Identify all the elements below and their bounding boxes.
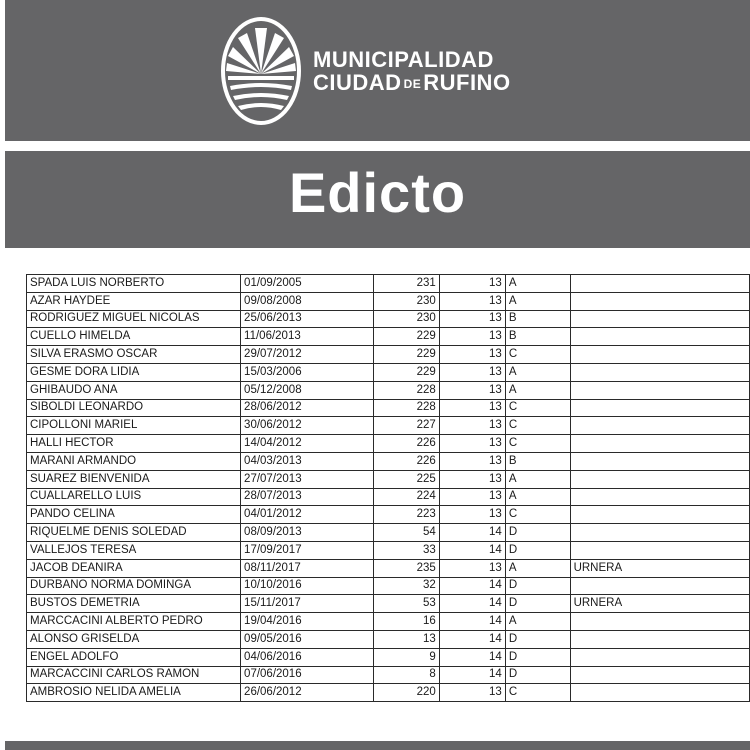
cell-observation — [570, 630, 749, 648]
cell-letter: A — [505, 381, 570, 399]
cell-name: SUAREZ BIENVENIDA — [27, 470, 241, 488]
cell-letter: D — [505, 577, 570, 595]
cell-observation — [570, 648, 749, 666]
cell-date: 26/06/2012 — [241, 684, 374, 702]
table-row — [27, 524, 750, 542]
cell-letter: C — [505, 417, 570, 435]
cell-number: 230 — [374, 292, 440, 310]
table-row — [27, 363, 750, 381]
table-row — [27, 541, 750, 559]
cell-number: 16 — [374, 613, 440, 631]
cell-section: 14 — [439, 595, 505, 613]
cell-name: DURBANO NORMA DOMINGA — [27, 577, 241, 595]
cell-observation — [570, 292, 749, 310]
cell-observation — [570, 310, 749, 328]
table-row — [27, 310, 750, 328]
cell-name: MARANI ARMANDO — [27, 452, 241, 470]
cell-section: 13 — [439, 381, 505, 399]
cell-date: 15/03/2006 — [241, 363, 374, 381]
cell-number: 9 — [374, 648, 440, 666]
brand-name — [313, 49, 511, 94]
cell-name: AZAR HAYDEE — [27, 292, 241, 310]
cell-date: 30/06/2012 — [241, 417, 374, 435]
cell-name: SIBOLDI LEONARDO — [27, 399, 241, 417]
brand-city: CIUDAD — [313, 70, 402, 95]
cell-date: 28/06/2012 — [241, 399, 374, 417]
table-row — [27, 488, 750, 506]
cell-number: 220 — [374, 684, 440, 702]
table-row — [27, 417, 750, 435]
cell-date: 19/04/2016 — [241, 613, 374, 631]
cell-section: 13 — [439, 488, 505, 506]
cell-number: 8 — [374, 666, 440, 684]
cell-observation — [570, 328, 749, 346]
table-row — [27, 506, 750, 524]
cell-name: GHIBAUDO ANA — [27, 381, 241, 399]
cell-section: 14 — [439, 577, 505, 595]
footer-bar — [5, 741, 750, 750]
table-row — [27, 595, 750, 613]
cell-date: 04/01/2012 — [241, 506, 374, 524]
cell-letter: D — [505, 648, 570, 666]
cell-letter: C — [505, 684, 570, 702]
cell-letter: A — [505, 488, 570, 506]
table-row — [27, 577, 750, 595]
cell-date: 10/10/2016 — [241, 577, 374, 595]
cell-section: 13 — [439, 346, 505, 364]
cell-number: 13 — [374, 630, 440, 648]
cell-section: 13 — [439, 399, 505, 417]
brand-de: DE — [403, 77, 422, 91]
cell-date: 04/06/2016 — [241, 648, 374, 666]
cell-name: CUALLARELLO LUIS — [27, 488, 241, 506]
cell-letter: D — [505, 630, 570, 648]
brand-town: RUFINO — [423, 70, 511, 95]
cell-letter: B — [505, 310, 570, 328]
cell-observation: URNERA — [570, 595, 749, 613]
cell-observation — [570, 363, 749, 381]
cell-section: 13 — [439, 435, 505, 453]
table-row — [27, 648, 750, 666]
cell-section: 13 — [439, 275, 505, 293]
cell-number: 224 — [374, 488, 440, 506]
cell-letter: A — [505, 292, 570, 310]
cell-number: 231 — [374, 275, 440, 293]
table-row — [27, 666, 750, 684]
cell-name: RIQUELME DENIS SOLEDAD — [27, 524, 241, 542]
table-row — [27, 292, 750, 310]
cell-letter: D — [505, 595, 570, 613]
cell-section: 13 — [439, 452, 505, 470]
cell-date: 09/08/2008 — [241, 292, 374, 310]
title-banner — [5, 151, 750, 248]
cell-date: 28/07/2013 — [241, 488, 374, 506]
cell-name: ALONSO GRISELDA — [27, 630, 241, 648]
cell-date: 29/07/2012 — [241, 346, 374, 364]
cell-date: 08/11/2017 — [241, 559, 374, 577]
cell-name: ENGEL ADOLFO — [27, 648, 241, 666]
cell-name: GESME DORA LIDIA — [27, 363, 241, 381]
cell-letter: B — [505, 452, 570, 470]
table-row — [27, 630, 750, 648]
cell-observation — [570, 435, 749, 453]
cell-section: 13 — [439, 470, 505, 488]
cell-letter: A — [505, 470, 570, 488]
cell-date: 01/09/2005 — [241, 275, 374, 293]
table-row — [27, 399, 750, 417]
cell-date: 08/09/2013 — [241, 524, 374, 542]
cell-letter: A — [505, 613, 570, 631]
cell-letter: C — [505, 399, 570, 417]
table-row — [27, 684, 750, 702]
cell-name: CIPOLLONI MARIEL — [27, 417, 241, 435]
cell-observation — [570, 577, 749, 595]
cell-date: 04/03/2013 — [241, 452, 374, 470]
cell-number: 229 — [374, 328, 440, 346]
cell-section: 13 — [439, 417, 505, 435]
cell-letter: A — [505, 363, 570, 381]
cell-letter: A — [505, 559, 570, 577]
cell-section: 13 — [439, 506, 505, 524]
cell-date: 11/06/2013 — [241, 328, 374, 346]
cell-letter: C — [505, 435, 570, 453]
cell-number: 32 — [374, 577, 440, 595]
cell-section: 13 — [439, 292, 505, 310]
table-row — [27, 435, 750, 453]
cell-observation — [570, 417, 749, 435]
cell-number: 229 — [374, 346, 440, 364]
cell-number: 228 — [374, 381, 440, 399]
cell-number: 227 — [374, 417, 440, 435]
cell-section: 13 — [439, 559, 505, 577]
cell-letter: A — [505, 275, 570, 293]
cell-date: 09/05/2016 — [241, 630, 374, 648]
cell-section: 13 — [439, 363, 505, 381]
cell-section: 14 — [439, 666, 505, 684]
cell-observation — [570, 452, 749, 470]
cell-date: 25/06/2013 — [241, 310, 374, 328]
cell-date: 05/12/2008 — [241, 381, 374, 399]
page-title: Edicto — [288, 161, 467, 224]
cell-name: CUELLO HIMELDA — [27, 328, 241, 346]
cell-observation — [570, 666, 749, 684]
cell-observation: URNERA — [570, 559, 749, 577]
cell-observation — [570, 613, 749, 631]
cell-section: 14 — [439, 524, 505, 542]
cell-observation — [570, 541, 749, 559]
cell-number: 225 — [374, 470, 440, 488]
cell-number: 235 — [374, 559, 440, 577]
cell-date: 27/07/2013 — [241, 470, 374, 488]
cell-name: JACOB DEANIRA — [27, 559, 241, 577]
table-row — [27, 613, 750, 631]
cell-number: 228 — [374, 399, 440, 417]
cell-observation — [570, 275, 749, 293]
cell-letter: D — [505, 541, 570, 559]
table-row — [27, 559, 750, 577]
cell-name: SPADA LUIS NORBERTO — [27, 275, 241, 293]
cell-observation — [570, 381, 749, 399]
cell-observation — [570, 488, 749, 506]
cell-date: 14/04/2012 — [241, 435, 374, 453]
cell-section: 13 — [439, 328, 505, 346]
cell-observation — [570, 470, 749, 488]
cell-observation — [570, 506, 749, 524]
cell-observation — [570, 346, 749, 364]
cell-number: 33 — [374, 541, 440, 559]
edict-table — [26, 274, 750, 702]
cell-date: 07/06/2016 — [241, 666, 374, 684]
cell-number: 53 — [374, 595, 440, 613]
cell-observation — [570, 524, 749, 542]
cell-date: 15/11/2017 — [241, 595, 374, 613]
cell-letter: D — [505, 524, 570, 542]
cell-name: PANDO CELINA — [27, 506, 241, 524]
cell-name: MARCACCINI CARLOS RAMON — [27, 666, 241, 684]
cell-letter: B — [505, 328, 570, 346]
cell-name: RODRIGUEZ MIGUEL NICOLAS — [27, 310, 241, 328]
brand-line-1: MUNICIPALIDAD — [313, 47, 494, 72]
cell-name: AMBROSIO NELIDA AMELIA — [27, 684, 241, 702]
cell-letter: C — [505, 346, 570, 364]
table-row — [27, 346, 750, 364]
cell-observation — [570, 684, 749, 702]
cell-number: 229 — [374, 363, 440, 381]
table-row — [27, 470, 750, 488]
cell-section: 14 — [439, 648, 505, 666]
municipal-shield-sun-icon — [220, 16, 302, 126]
cell-number: 54 — [374, 524, 440, 542]
brand-line-2 — [313, 72, 511, 94]
table-row — [27, 452, 750, 470]
cell-observation — [570, 399, 749, 417]
cell-date: 17/09/2017 — [241, 541, 374, 559]
cell-number: 226 — [374, 435, 440, 453]
cell-letter: C — [505, 506, 570, 524]
cell-letter: D — [505, 666, 570, 684]
cell-number: 230 — [374, 310, 440, 328]
cell-name: MARCCACINI ALBERTO PEDRO — [27, 613, 241, 631]
table-row — [27, 328, 750, 346]
table-row — [27, 275, 750, 293]
cell-name: HALLI HECTOR — [27, 435, 241, 453]
cell-section: 13 — [439, 684, 505, 702]
cell-number: 226 — [374, 452, 440, 470]
cell-section: 14 — [439, 630, 505, 648]
cell-section: 14 — [439, 613, 505, 631]
cell-name: VALLEJOS TERESA — [27, 541, 241, 559]
cell-section: 13 — [439, 310, 505, 328]
table-row — [27, 381, 750, 399]
cell-section: 14 — [439, 541, 505, 559]
cell-name: BUSTOS DEMETRIA — [27, 595, 241, 613]
cell-number: 223 — [374, 506, 440, 524]
cell-name: SILVA ERASMO OSCAR — [27, 346, 241, 364]
